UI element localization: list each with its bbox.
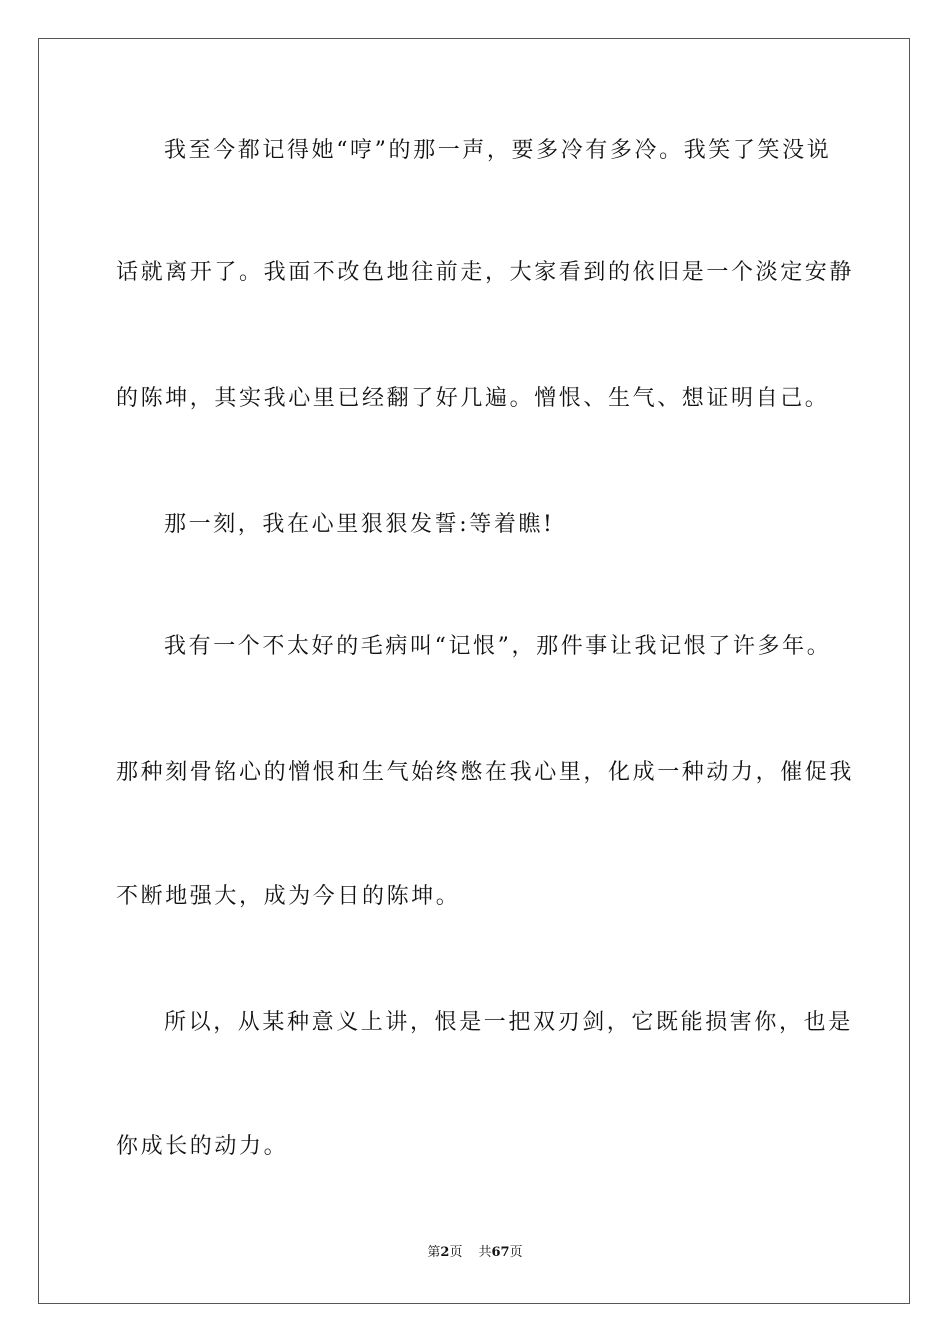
text-line-1: 我至今都记得她“哼”的那一声，要多冷有多冷。我笑了笑没说 bbox=[164, 138, 832, 163]
text-line-9: 你成长的动力。 bbox=[116, 1134, 289, 1159]
text-line-4: 那一刻，我在心里狠狠发誓:等着瞧! bbox=[164, 512, 555, 537]
text-line-3: 的陈坤，其实我心里已经翻了好几遍。憎恨、生气、想证明自己。 bbox=[116, 386, 830, 411]
page-prefix: 第 bbox=[427, 1245, 441, 1260]
page-footer bbox=[0, 1244, 950, 1262]
text-line-6: 那种刻骨铭心的憎恨和生气始终憋在我心里，化成一种动力，催促我 bbox=[116, 760, 855, 785]
text-line-2: 话就离开了。我面不改色地往前走，大家看到的依旧是一个淡定安静 bbox=[116, 260, 855, 285]
page-suffix: 页 bbox=[449, 1245, 463, 1260]
text-line-8: 所以，从某种意义上讲，恨是一把双刃剑，它既能损害你，也是 bbox=[164, 1010, 853, 1035]
text-line-7: 不断地强大，成为今日的陈坤。 bbox=[116, 884, 461, 909]
total-prefix: 共 bbox=[478, 1245, 492, 1260]
total-pages: 67 bbox=[491, 1245, 510, 1260]
total-suffix: 页 bbox=[509, 1245, 523, 1260]
page-border bbox=[38, 38, 910, 1304]
text-line-5: 我有一个不太好的毛病叫“记恨”，那件事让我记恨了许多年。 bbox=[164, 634, 832, 659]
page-number: 2 bbox=[440, 1245, 450, 1260]
